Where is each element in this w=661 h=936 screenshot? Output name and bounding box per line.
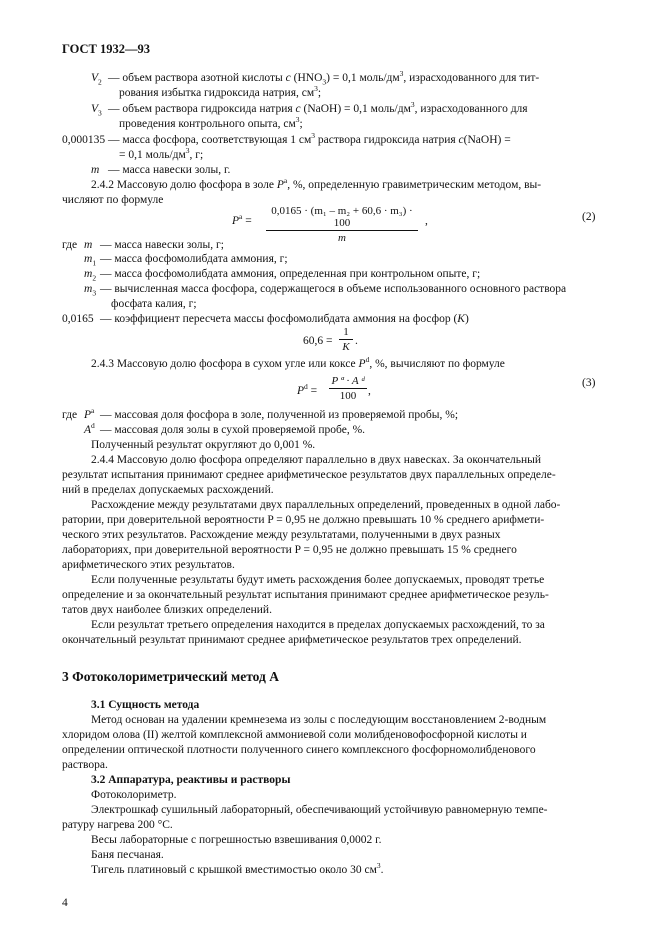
- formula2-number: (2): [582, 211, 596, 223]
- formula3-denominator: 100: [339, 390, 357, 402]
- formula2-tail: ,: [425, 215, 428, 227]
- legend-v3-text: — объем раствора гидроксида натрия c (NaOH) = 0,1 моль/$дм^3$, израсходованного для: [108, 100, 528, 115]
- s32-line2: Электрошкаф сушильный лабораторный, обеспечивающий устойчивую равномерную темпе-: [91, 804, 548, 816]
- rounding-note: Полученный результат округляют до 0,001 %.: [91, 439, 316, 451]
- legend2-m2-text: — масса фосфомолибдата аммония, определенная при контрольном опыте, г;: [100, 268, 481, 280]
- formula-k-lhs: 60,6 =: [303, 335, 333, 347]
- p244-line10: определение и за окончательный результат испытания принимают среднее арифметическое резуль-: [62, 589, 549, 601]
- formula3-lhs: $P^d$ =: [297, 382, 318, 397]
- legend2-coef: 0,0165: [62, 313, 94, 325]
- legend2-m2: $m_2$: [84, 268, 97, 283]
- formula2-denominator: m: [338, 232, 346, 244]
- formula2-numerator: 0,0165 · (m₁ – m₂ + 60,6 · m₃) · 100: [266, 205, 418, 231]
- formula3-fraction: [329, 375, 367, 402]
- p244-line4: Расхождение между результатами двух параллельных определений, проведенных в одной лабо-: [91, 499, 561, 511]
- legend-v3: $V_3$: [91, 103, 102, 118]
- p244-line2: результат испытания принимают среднее арифметическое результатов двух параллельных определе-: [62, 469, 556, 481]
- legend-coef-text-2: = 0,1 моль/$дм^3$, г;: [119, 146, 204, 161]
- p244-line6: ческого этих результатов. Расхождение между результатами, полученными в двух разных: [62, 529, 501, 541]
- p242-line1: 2.4.2 Массовую долю фосфора в золе $P^a$, %, определенную гравиметрическим методом, вы-: [91, 176, 542, 191]
- p244-line5: ратории, при доверительной вероятности P = 0,95 не должно превышать 10 % среднего арифмети-: [62, 514, 545, 526]
- gost-header: ГОСТ 1932—93: [62, 42, 151, 56]
- legend-v2: $V_2$: [91, 72, 102, 87]
- s31-line2: хлоридом олова (II) желтой комплексной аммониевой соли молибденовофосфорной кислоты и: [62, 729, 527, 741]
- formula3-numerator: P ª · A ᵈ: [329, 375, 367, 389]
- s32-title: 3.2 Аппаратура, реактивы и растворы: [91, 774, 291, 786]
- s32-line4: Весы лабораторные с погрешностью взвешивания 0,0002 г.: [91, 834, 382, 846]
- legend-m-text: — масса навески золы, г.: [108, 164, 231, 176]
- legend2-m1: $m_1$: [84, 253, 97, 268]
- legend-v2-text-2: рования избытка гидроксида натрия, $см^3$;: [119, 84, 322, 99]
- p244-line8: арифметического этих результатов.: [62, 559, 235, 571]
- legend3-ad-text: — массовая доля золы в сухой проверяемой пробе, %.: [100, 424, 366, 436]
- s32-line6: Тигель платиновый с крышкой вместимостью около 30 $см^3$.: [91, 861, 384, 876]
- s31-line4: раствора.: [62, 759, 108, 771]
- legend-v3-text-2: проведения контрольного опыта, $см^3$;: [119, 115, 303, 130]
- p244-line12: Если результат третьего определения находится в пределах допускаемых расхождений, то за: [91, 619, 545, 631]
- legend3-pa: $P^a$: [84, 406, 95, 421]
- formula2-lhs: $P^a$ =: [232, 212, 252, 227]
- legend2-m1-text: — масса фосфомолибдата аммония, г;: [100, 253, 288, 265]
- p244-line3: ний в пределах допускаемых расхождений.: [62, 484, 274, 496]
- legend-v2-text: — объем раствора азотной кислоты c $(HNO_3) = 0,1$ моль/$дм^3$, израсходованного для тит-: [108, 69, 540, 87]
- legend2-m3-text: — вычисленная масса фосфора, содержащегося в объеме использованного основного раствора: [100, 283, 567, 295]
- legend2-coef-text: — коэффициент пересчета массы фосфомолибдата аммония на фосфор (K): [100, 313, 469, 325]
- formula-k-tail: .: [355, 335, 358, 347]
- legend-coef-text: — масса фосфора, соответствующая 1 $см^3$ раствора гидроксида натрия c(NaOH) =: [108, 131, 511, 146]
- p242-line2: числяют по формуле: [62, 194, 164, 206]
- s31-title: 3.1 Сущность метода: [91, 699, 200, 711]
- p244-line11: татов двух наиболее близких определений.: [62, 604, 272, 616]
- formula-k-fraction: [339, 326, 353, 353]
- formula3-tail: ,: [368, 385, 371, 397]
- p244-line13: окончательный результат принимают среднее арифметическое результатов трех определений.: [62, 634, 522, 646]
- s32-line1: Фотоколориметр.: [91, 789, 177, 801]
- legend-m: m: [91, 164, 100, 176]
- legend2-m3: $m_3$: [84, 283, 97, 298]
- p244-line1: 2.4.4 Массовую долю фосфора определяют параллельно в двух навесках. За окончательный: [91, 454, 542, 466]
- formula-k-numerator: 1: [339, 326, 353, 340]
- s32-line5: Баня песчаная.: [91, 849, 164, 861]
- p244-line7: лабораториях, при доверительной вероятности P = 0,95 не должно превышать 15 % среднего: [62, 544, 517, 556]
- legend2-where: где: [62, 239, 78, 251]
- legend-coef: 0,000135: [62, 134, 106, 146]
- section3-title: 3 Фотоколориметрический метод А: [62, 669, 279, 684]
- formula2-fraction: [266, 205, 418, 244]
- legend3-ad: $A^d$: [84, 421, 95, 436]
- s31-line1: Метод основан на удалении кремнезема из золы с последующим восстановлением 2-водным: [91, 714, 547, 726]
- legend3-where: где: [62, 409, 78, 421]
- s31-line3: определении оптической плотности полученного синего комплексного фосфорномолибденового: [62, 744, 536, 756]
- formula-k-denominator: K: [342, 341, 350, 353]
- page-number: 4: [62, 897, 68, 909]
- legend2-m3-text-2: фосфата калия, г;: [111, 298, 197, 310]
- s32-line3: ратуру нагрева 200 °С.: [62, 819, 173, 831]
- legend2-m-text: — масса навески золы, г;: [100, 239, 224, 251]
- legend2-m: m: [84, 239, 93, 251]
- p244-line9: Если полученные результаты будут иметь расхождения более допускаемых, проводят третье: [91, 574, 545, 586]
- formula3-number: (3): [582, 377, 596, 389]
- p243-line1: 2.4.3 Массовую долю фосфора в сухом угле или коксе $P^d$, %, вычисляют по формуле: [91, 355, 505, 370]
- legend3-pa-text: — массовая доля фосфора в золе, полученной из проверяемой пробы, %;: [100, 409, 459, 421]
